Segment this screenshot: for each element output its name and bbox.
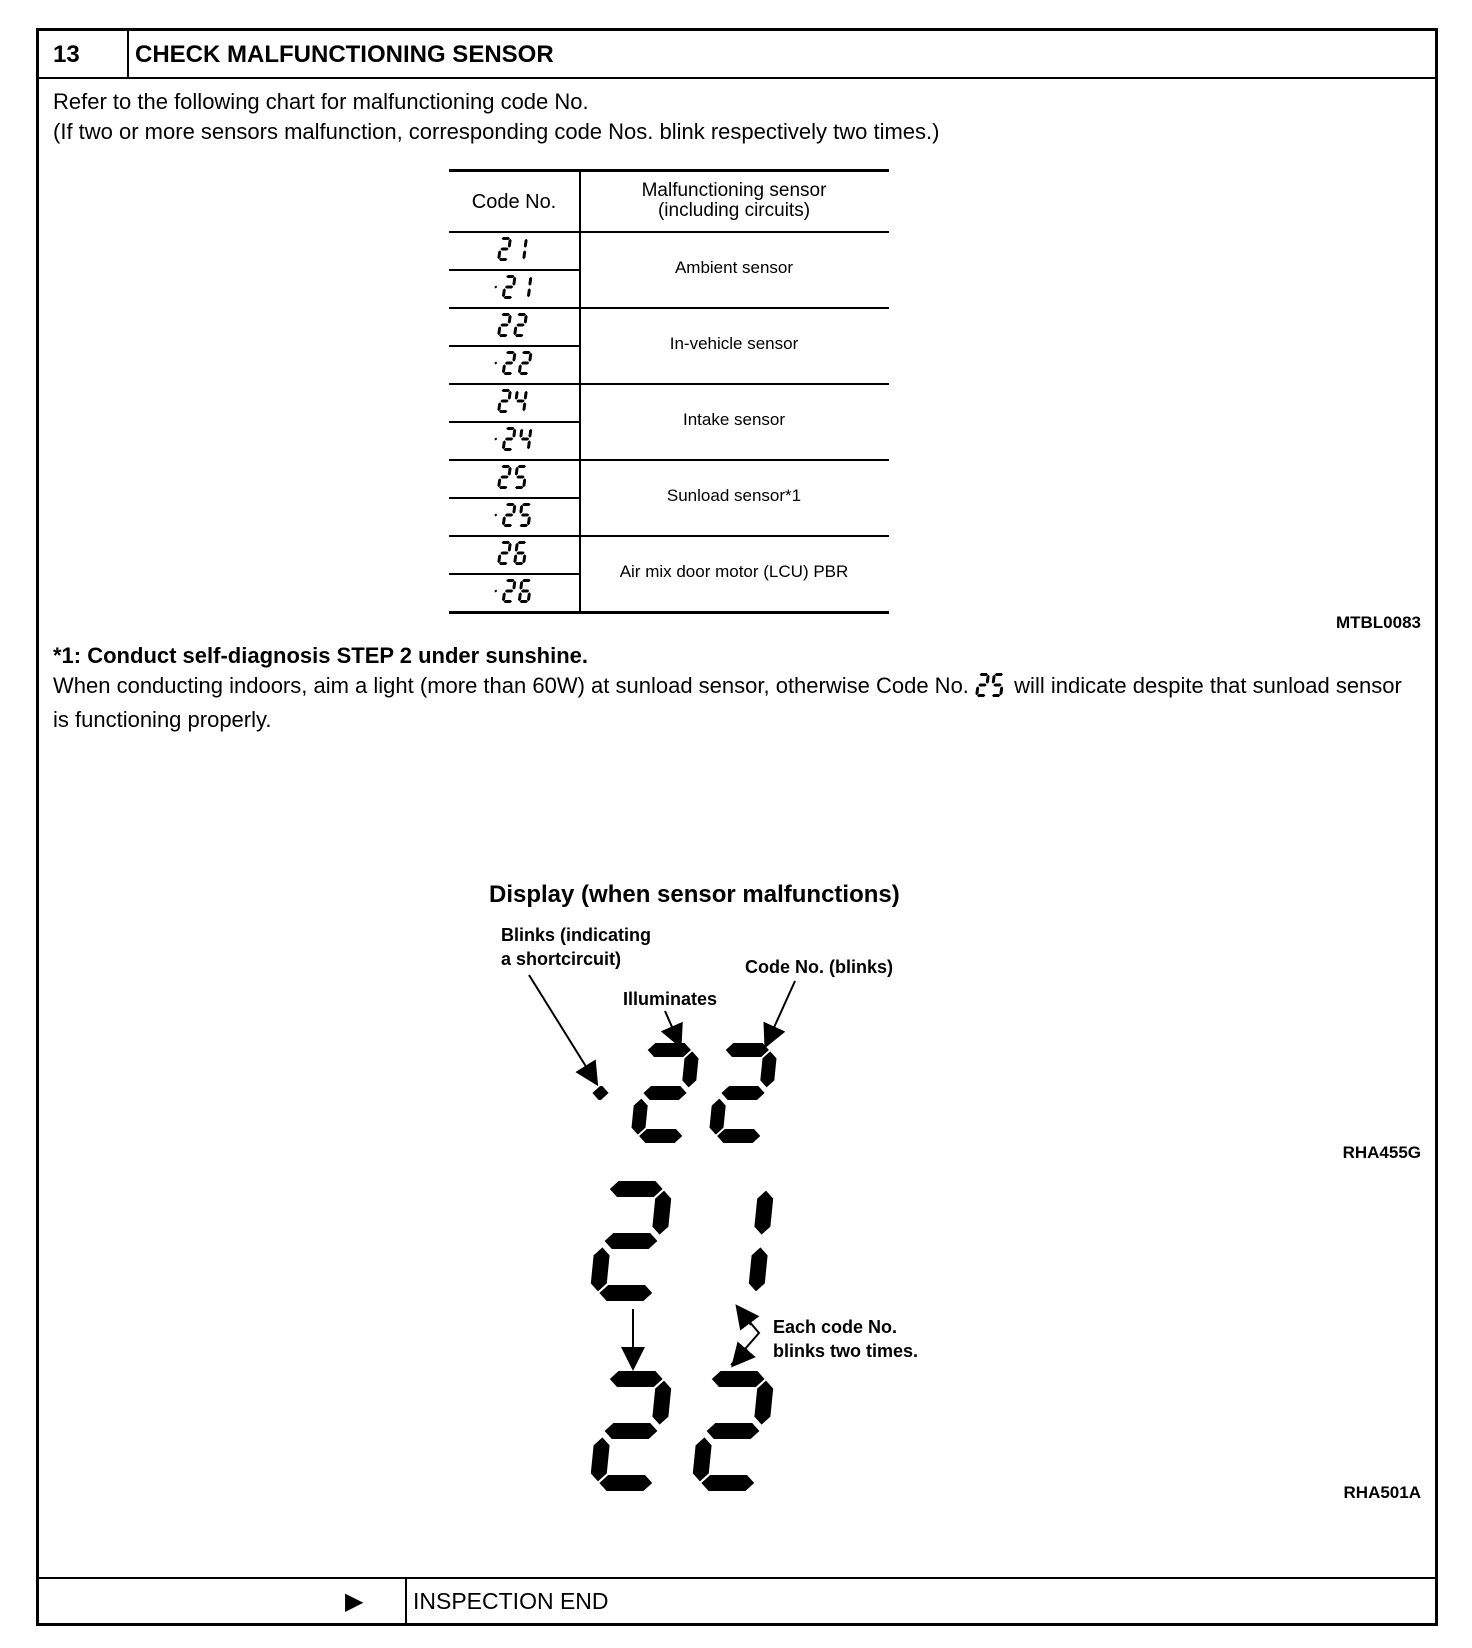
display-minus-22	[579, 1043, 796, 1148]
step-title: CHECK MALFUNCTIONING SENSOR	[135, 41, 554, 68]
step-footer	[39, 1577, 1435, 1623]
minus-segment	[592, 1086, 608, 1100]
table-row-sensor: Air mix door motor (LCU) PBR	[619, 562, 849, 581]
step-number: 13	[53, 41, 80, 68]
label-illuminates: Illuminates	[623, 989, 718, 1009]
digit-1	[749, 1191, 773, 1292]
col-header-sensor-line-1: Malfunctioning sensor	[641, 180, 827, 201]
display-code-22	[589, 1371, 805, 1496]
intro-line-1: Refer to the following chart for malfunctioning code No.	[53, 89, 589, 114]
label-each-code-line-1: Each code No.	[773, 1317, 898, 1337]
note-title: *1: Conduct self-diagnosis STEP 2 under sunshine.	[53, 643, 589, 668]
note-text-after: will indicate despite that sunload sensor is functioning properly.	[53, 673, 1402, 732]
figure-title: Display (when sensor malfunctions)	[489, 881, 900, 908]
digit-2	[710, 1043, 777, 1143]
arrow-to-blinking-digit	[767, 981, 795, 1043]
label-each-code-blinks	[773, 1315, 918, 1363]
digit-2	[632, 1043, 699, 1143]
label-blinks-line-1: Blinks (indicating	[501, 925, 652, 945]
label-blinks-line-2: a shortcircuit)	[501, 949, 622, 969]
table-row-sensor: Ambient sensor	[674, 258, 794, 277]
footer-divider	[405, 1579, 407, 1623]
inspection-end-label: INSPECTION END	[413, 1588, 609, 1614]
intro-line-2: (If two or more sensors malfunction, corresponding code Nos. blink respectively two times.)	[53, 119, 940, 144]
col-header-code: Code No.	[471, 191, 557, 213]
figure1-ref: RHA455G	[1342, 1143, 1421, 1162]
digit-2	[591, 1371, 671, 1491]
digit-2	[693, 1371, 773, 1491]
display-code-21	[589, 1181, 805, 1306]
col-header-sensor-line-2: (including circuits)	[657, 200, 811, 221]
note-text-before: When conducting indoors, aim a light (more than 60W) at sunload sensor, otherwise Code No.	[53, 673, 969, 698]
figure2-ref: RHA501A	[1343, 1483, 1421, 1502]
display-22-digits	[589, 1371, 805, 1491]
arrow-to-illuminated-digit	[665, 1011, 679, 1043]
digit-2	[591, 1181, 671, 1301]
table-row-sensor: Sunload sensor*1	[666, 486, 802, 505]
display-minus-22-digits	[579, 1043, 796, 1143]
label-code-blinks: Code No. (blinks)	[745, 957, 893, 977]
display-21-digits	[589, 1181, 805, 1301]
table-ref: MTBL0083	[1335, 613, 1421, 632]
procedure-frame	[36, 28, 1438, 1626]
table-row-sensor: Intake sensor	[682, 410, 786, 429]
play-arrow-icon: ▶	[345, 1588, 364, 1615]
table-row-sensor: In-vehicle sensor	[669, 334, 799, 353]
label-each-code-line-2: blinks two times.	[773, 1341, 919, 1361]
